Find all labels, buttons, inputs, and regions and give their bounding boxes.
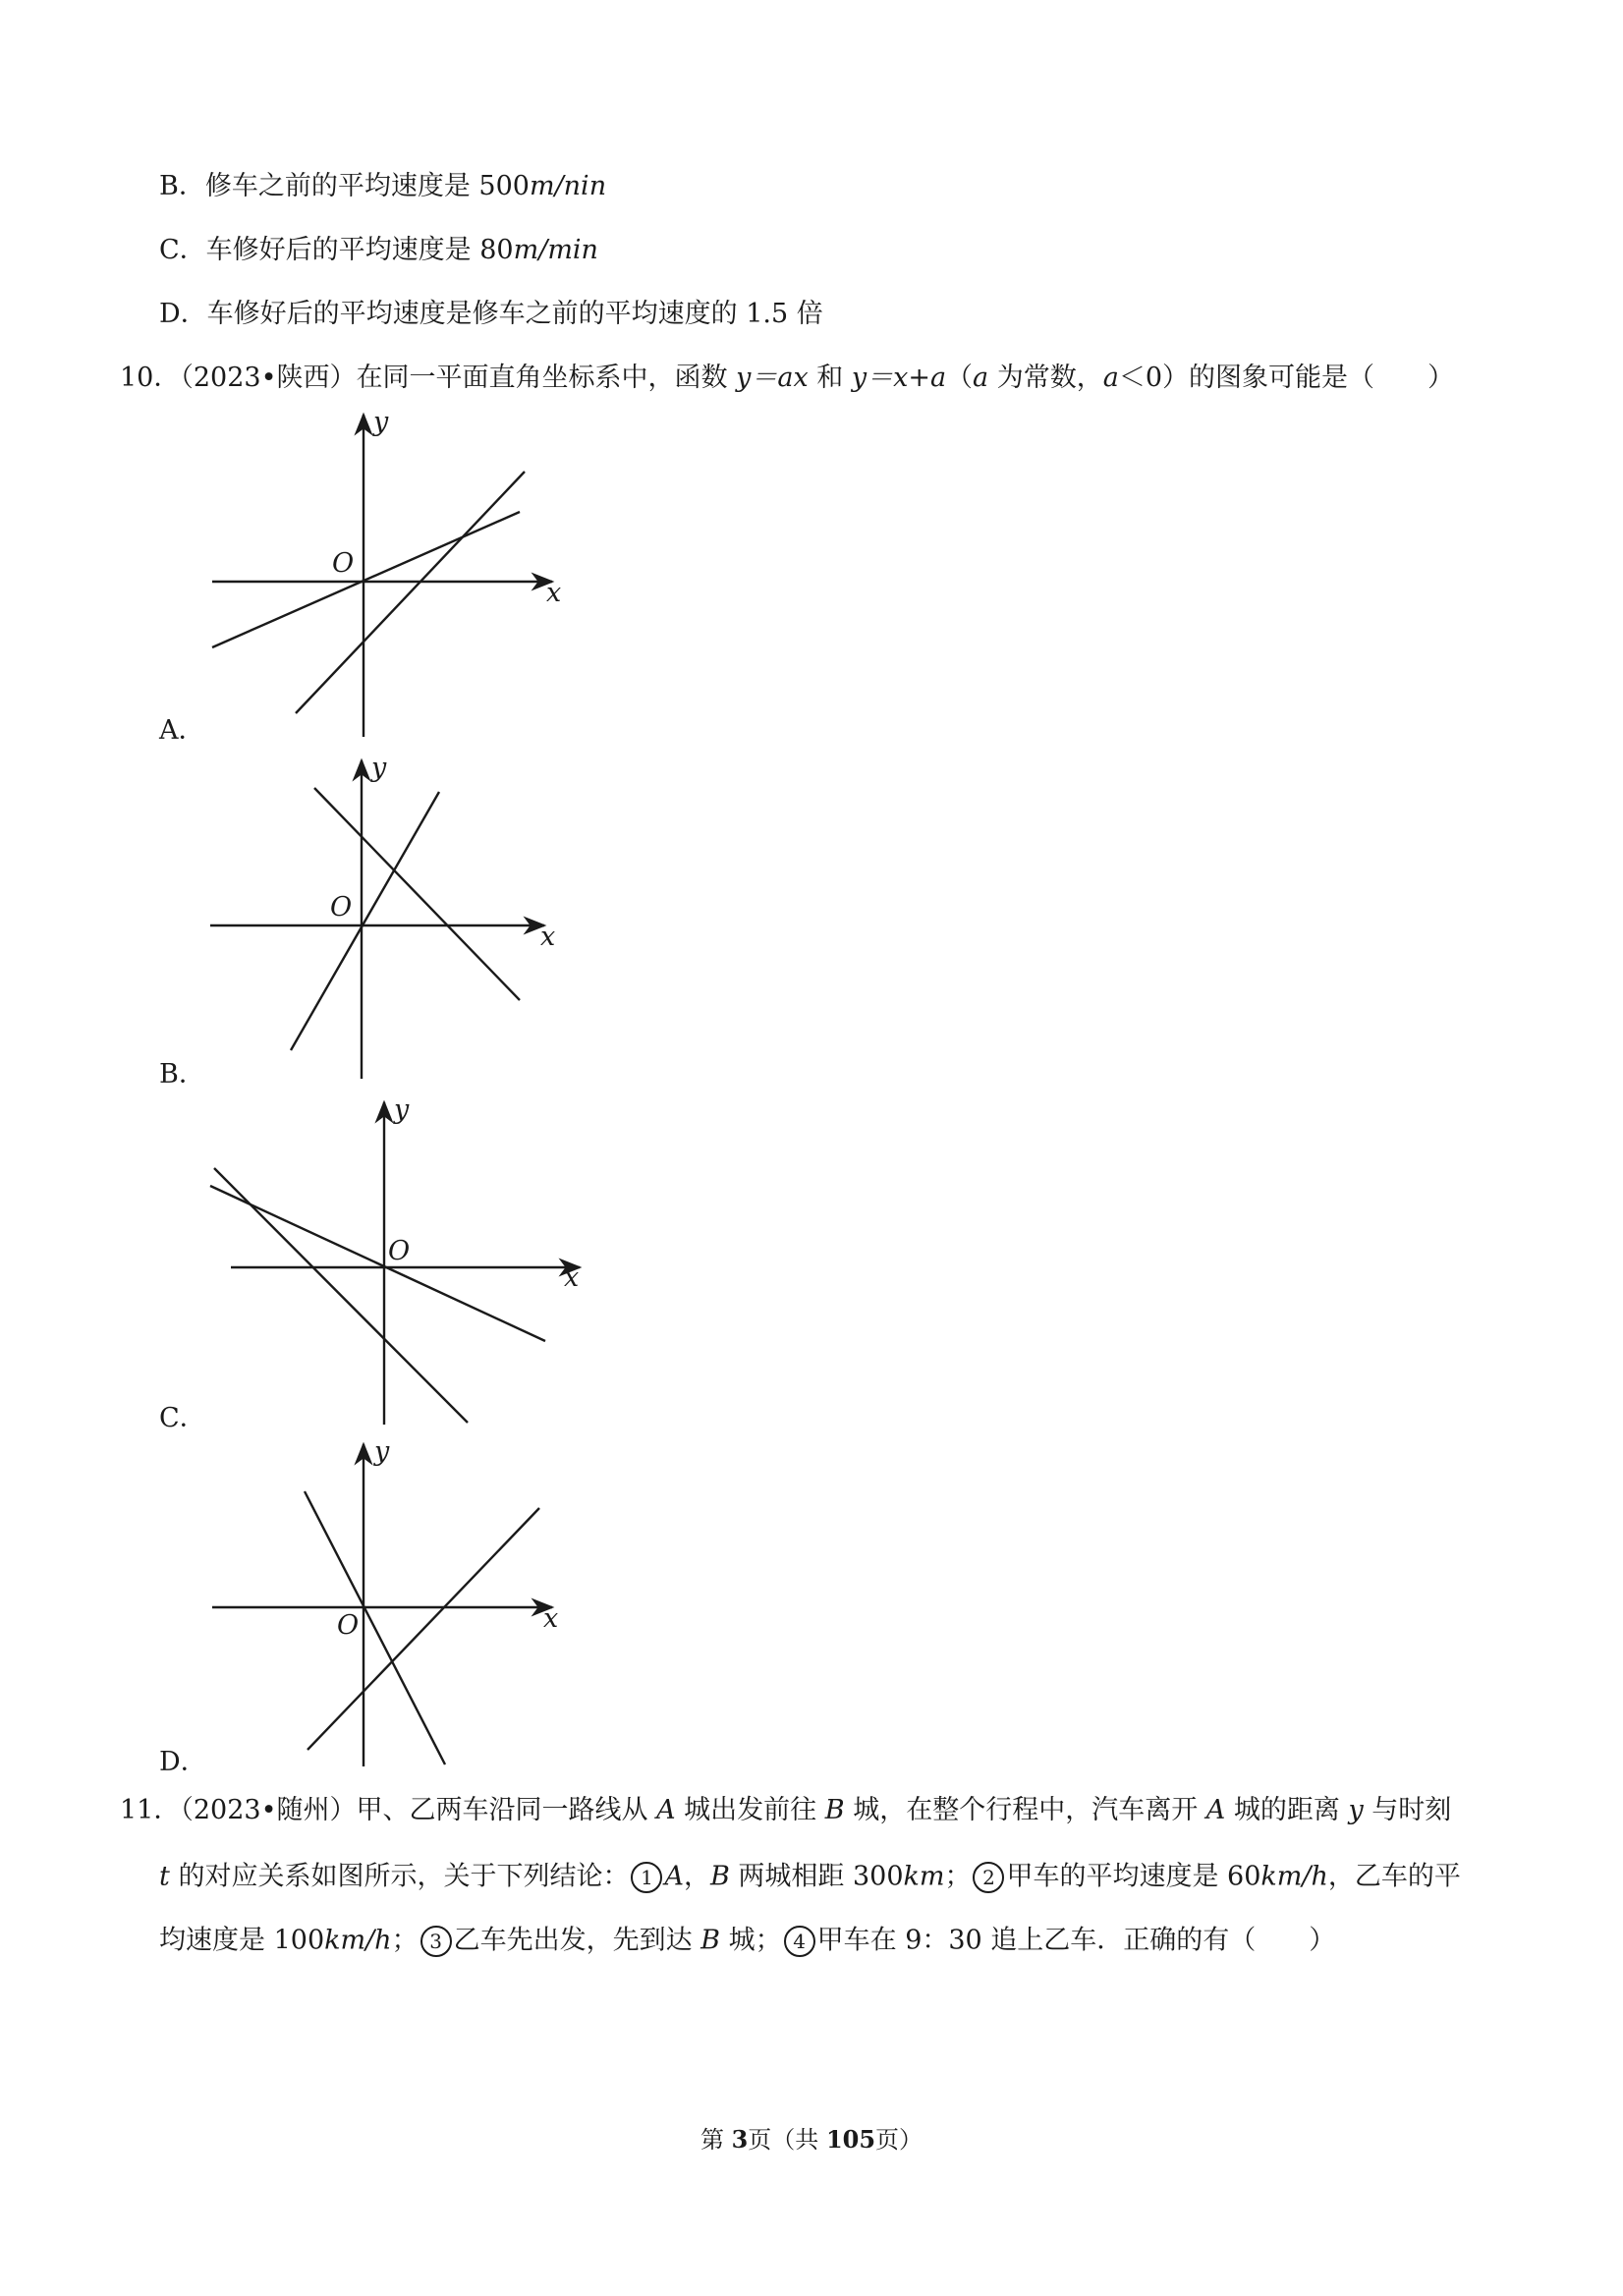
option-c-letter: C． [159,1403,206,1433]
q11-line-2 [159,1862,1461,1893]
formula: y＝ax [736,363,809,393]
origin-label: O [330,892,353,923]
x-label: x [543,1603,559,1634]
stem-text: （ [946,363,974,393]
q9-option-c [159,237,598,263]
graph-line-1 [212,512,520,647]
stem-text: 和 [808,363,852,393]
variable: A [664,1861,684,1892]
y-label: y [374,1436,390,1467]
q9-option-d [159,301,823,327]
option-letter: B． [159,171,205,201]
question-source: （2023•陕西） [180,363,357,393]
variable: a [1102,363,1119,393]
formula: y＝x+a [851,363,947,393]
footer-text: 页） [875,2126,923,2154]
page-footer [0,2120,1623,2155]
graph-option-c [196,1091,609,1429]
graph-line-2 [296,472,525,713]
stem-text: 为常数， [988,363,1103,393]
variable: y [1348,1795,1364,1825]
x-label: x [564,1262,580,1293]
stem-text: 乙车先出发，先到达 [453,1925,701,1956]
graph-option-d [196,1436,589,1770]
stem-text: 城的距离 [1225,1795,1349,1825]
graph-option-a [196,405,589,739]
unit: km/h [324,1925,392,1956]
x-label: x [546,578,562,608]
variable: t [159,1861,170,1892]
option-d-letter: D． [159,1747,207,1777]
stem-text: 甲、乙两车沿同一路线从 [356,1795,657,1825]
option-unit: m/min [513,235,598,265]
stem-text: 在同一平面直角坐标系中，函数 [356,363,737,393]
origin-label: O [332,548,355,579]
question-source: （2023•随州） [180,1795,357,1825]
graph-line-2 [291,792,439,1050]
y-label: y [371,753,387,783]
circled-number-4: 4 [784,1926,815,1957]
option-b-letter: B． [159,1059,205,1090]
option-letter: D． [159,299,207,329]
page-total: 105 [825,2125,876,2154]
stem-text: ，乙车的平 [1327,1861,1461,1892]
stem-text: 甲车的平均速度是 60 [1006,1861,1261,1892]
option-letter: C． [159,235,206,265]
origin-label: O [337,1610,360,1641]
stem-text: 的对应关系如图所示，关于下列结论： [169,1861,630,1892]
option-text: 车修好后的平均速度是 80 [205,235,514,265]
y-label: y [394,1094,410,1125]
stem-text: ， [683,1861,710,1892]
circled-number-1: 1 [631,1862,662,1893]
q10-stem [120,364,1454,391]
variable: B [824,1795,845,1825]
q11-line-1 [120,1797,1451,1823]
variable: A [1205,1795,1226,1825]
y-label: y [373,407,389,437]
option-unit: m/nin [529,171,607,201]
option-text: 修车之前的平均速度是 500 [204,171,530,201]
footer-text: 页（共 [748,2126,826,2154]
option-text: 车修好后的平均速度是修车之前的平均速度的 1.5 倍 [206,299,823,329]
q9-option-b [159,173,606,199]
stem-text: ； [944,1861,972,1892]
stem-text: 均速度是 100 [159,1925,325,1956]
stem-text: ； [391,1925,419,1956]
stem-text: 城，在整个行程中，汽车离开 [844,1795,1206,1825]
question-number: 11． [120,1795,181,1825]
q11-line-3 [159,1926,1335,1957]
unit: km [903,1861,945,1892]
graph-line-1 [210,1186,545,1341]
stem-text: 甲车在 9：30 追上乙车．正确的有（ ） [816,1925,1336,1956]
variable: B [709,1861,730,1892]
circled-number-3: 3 [420,1926,452,1957]
x-label: x [540,922,556,952]
origin-label: O [388,1236,411,1266]
stem-text: 城出发前往 [675,1795,825,1825]
stem-text: ＜0）的图象可能是（ ） [1118,363,1455,393]
stem-text: 两城相距 300 [729,1861,904,1892]
footer-text: 第 [700,2126,732,2154]
graph-option-b [196,749,589,1083]
variable: A [656,1795,676,1825]
option-a-letter: A． [159,715,205,746]
stem-text: 与时刻 [1363,1795,1452,1825]
page-number: 3 [731,2125,749,2154]
question-number: 10． [120,363,181,393]
variable: a [973,363,989,393]
unit: km/h [1260,1861,1328,1892]
variable: B [700,1925,721,1956]
stem-text: 城； [720,1925,782,1956]
graph-line-2 [214,1168,468,1423]
circled-number-2: 2 [973,1862,1004,1893]
